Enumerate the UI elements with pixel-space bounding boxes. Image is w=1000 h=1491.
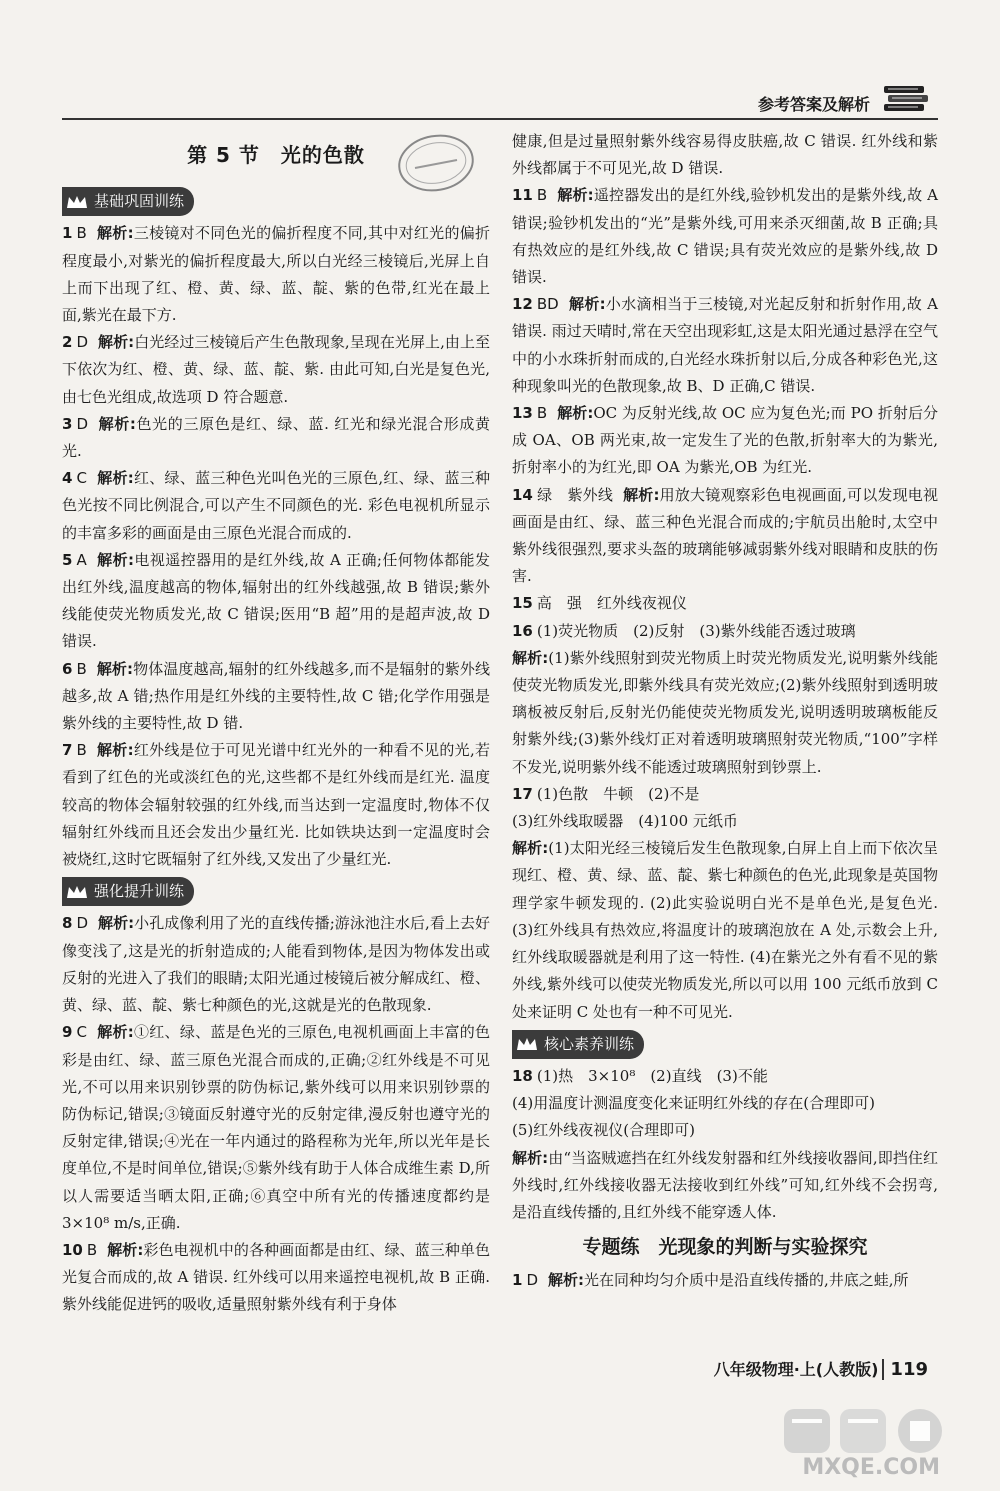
subsection-label: 强化提升训练 (94, 882, 185, 901)
answer-explanation: 解析:(1)太阳光经三棱镜后发生色散现象,白屏上自上而下依次呈现红、橙、黄、绿、蓝、靛、紫七种颜色的色光,此现象是英国物理学家牛顿发现的. (2)此实验说明白光不是单色光,是复色光. (3)红外线具有热效应,将温度计的玻璃泡放在 A 处,示数会上升,红外线取暖器就是利用了这一特性. (4)在紫光之外有看不见的紫外线,紫外线可以使荧光物质发光,所以可以用 100 元纸币放到 C 处来证明 C 处也有一种不可见光. (512, 839, 938, 1021)
page-footer (714, 1357, 928, 1380)
answer-line: (3)红外线取暖器 (4)100 元纸币 (512, 812, 738, 831)
answer-item-17: 17 (1)色散 牛顿 (2)不是 (512, 784, 700, 803)
answer-explanation: 解析:由“当盗贼遮挡在红外线发射器和红外线接收器间,即挡住红外线时,红外线接收器无法接收到红外线”可知,红外线不会拐弯,是沿直线传播的,且红外线不能穿透人体. (512, 1148, 938, 1221)
subsection-basic (62, 187, 194, 216)
section-title: 第 5 节 光的色散 (187, 143, 365, 167)
answer-item: 12 BD 解析:小水滴相当于三棱镜,对光起反射和折射作用,故 A 错误. 雨过天晴时,常在天空出现彩虹,这是太阳光通过悬浮在空气中的小水珠折射而成的,白光经水珠折射以后,分成各种彩色光,这种现象叫光的色散现象,故 B、D 正确,C 错误. (512, 295, 938, 395)
answer-item: 1 D 解析:光在同种均匀介质中是沿直线传播的,井底之蛙,所 (512, 1271, 909, 1290)
answer-item: 9 C 解析:①红、绿、蓝是色光的三原色,电视机画面上丰富的色彩是由红、绿、蓝三原色光混合而成的,正确;②红外线是不可见光,不可以用来识别钞票的防伪标记,紫外线可以用来识别钞票的防伪标记,错误;③镜面反射遵守光的反射定律,漫反射也遵守光的反射定律,错误;④光在一年内通过的路程称为光年,所以光年是长度单位,不是时间单位,错误;⑤紫外线有助于人体合成维生素 D,所以人需要适当晒太阳,正确;⑥真空中所有光的传播速度都约是 3×10⁸ m/s,正确. (62, 1023, 490, 1232)
answer-explanation: 解析:(1)紫外线照射到荧光物质上时荧光物质发光,说明紫外线能使荧光物质发光,即紫外线具有荧光效应;(2)紫外线照射到透明玻璃板被反射后,反射光仍能使荧光物质发光,说明透明玻璃板能反射紫外线;(3)紫外线灯正对着透明玻璃照射荧光物质,“100”字样不发光,说明紫外线不能透过玻璃照射到钞票上. (512, 648, 938, 776)
answer-item: 3 D 解析:色光的三原色是红、绿、蓝. 红光和绿光混合形成黄光. (62, 414, 490, 461)
special-topic-title: 专题练 光现象的判断与实验探究 (582, 1236, 868, 1259)
answer-item: 5 A 解析:电视遥控器用的是红外线,故 A 正确;任何物体都能发出红外线,温度越高的物体,辐射出的红外线越强,故 B 错误;紫外线能使荧光物质发光,故 C 错误;医用“B 超”用的是超声波,故 D 错误. (62, 550, 490, 651)
book-title: 八年级物理·上(人教版) (713, 1360, 879, 1379)
answer-item: 15 高 强 红外线夜视仪 (512, 594, 687, 613)
header-title: 参考答案及解析 (757, 95, 870, 114)
right-column (512, 128, 938, 1295)
left-column (62, 128, 490, 1319)
answer-item: 13 B 解析:OC 为反射光线,故 OC 应为复色光;而 PO 折射后分成 OA、OB 两光束,故一定发生了光的色散,折射率大的为紫光,折射率小的为红光,即 OA 为紫光,OB 为红光. (512, 404, 939, 477)
answer-item: 1 B 解析:三棱镜对不同色光的偏折程度不同,其中对红光的偏折程度最小,对紫光的偏折程度最大,所以白光经三棱镜后,光屏上自上而下出现了红、橙、黄、绿、蓝、靛、紫的色带,红光在最上面,紫光在最下方. (62, 224, 491, 325)
answer-line: (5)红外线夜视仪(合理即可) (512, 1121, 695, 1140)
answer-item: 8 D 解析:小孔成像利用了光的直线传播;游泳池注水后,看上去好像变浅了,这是光的折射造成的;人能看到物体,是因为物体发出或反射的光进入了我们的眼睛;太阳光通过棱镜后被分解成红、橙、黄、绿、蓝、靛、紫七种颜色的光,这就是光的色散现象. (62, 914, 490, 1015)
crown-icon (66, 194, 88, 210)
crown-icon (516, 1036, 538, 1052)
answer-line: (4)用温度计测温度变化来证明红外线的存在(合理即可) (512, 1094, 875, 1113)
answer-item: 4 C 解析:红、绿、蓝三种色光叫色光的三原色,红、绿、蓝三种色光按不同比例混合,可以产生不同颜色的光. 彩色电视机所显示的丰富多彩的画面是由三原色光混合而成的. (62, 469, 490, 542)
subsection-core (512, 1030, 644, 1059)
answer-item: 10 B 解析:彩色电视机中的各种画面都是由红、绿、蓝三种单色光复合而成的,故 A 错误. 红外线可以用来遥控电视机,故 B 正确. 紫外线能促进钙的吸收,适量照射紫外线有利于身体 (62, 1240, 490, 1314)
answer-item: 7 B 解析:红外线是位于可见光谱中红光外的一种看不见的光,若看到了红色的光或淡红色的光,这些都不是红外线而是红光. 温度较高的物体会辐射较强的红外线,而当达到一定温度时,物体不仅辐射红外线而且还会发出少量红光. 比如铁块达到一定温度时会被烧红,这时它既辐射了红外线,又发出了少量红光. (62, 741, 491, 869)
book-stack-icon (882, 82, 930, 116)
header-rule (62, 118, 938, 120)
crown-icon (66, 884, 88, 900)
subsection-label: 核心素养训练 (544, 1034, 635, 1053)
answer-item: 6 B 解析:物体温度越高,辐射的红外线越多,而不是辐射的紫外线越多,故 A 错;热作用是红外线的主要特性,故 C 错;化学作用强是紫外线的主要特性,故 D 错. (62, 659, 490, 733)
answer-item-16: 16 (1)荧光物质 (2)反射 (3)紫外线能否透过玻璃 (512, 621, 856, 640)
subsection-label: 基础巩固训练 (94, 192, 185, 211)
watermark-text: MXQE.COM (802, 1455, 940, 1480)
answer-item-18: 18 (1)热 3×10⁸ (2)直线 (3)不能 (512, 1066, 768, 1085)
answer-item: 14 绿 紫外线 解析:用放大镜观察彩色电视画面,可以发现电视画面是由红、绿、蓝三种色光混合而成的;宇航员出舱时,太空中紫外线很强烈,要求头盔的玻璃能够减弱紫外线对眼睛和皮肤的伤害. (512, 485, 938, 586)
page-number: 119 (882, 1359, 928, 1380)
subsection-advanced (62, 877, 194, 906)
continued-text: 健康,但是过量照射紫外线容易得皮肤癌,故 C 错误. 红外线和紫外线都属于不可见光,故 D 错误. (512, 132, 938, 178)
answer-item: 11 B 解析:遥控器发出的是红外线,验钞机发出的是紫外线,故 A 错误;验钞机发出的“光”是紫外线,可用来杀灭细菌,故 B 正确;具有热效应的是红外线,故 C 错误;具有荧光效应的是紫外线,故 D 错误. (512, 186, 939, 287)
answer-item: 2 D 解析:白光经过三棱镜后产生色散现象,呈现在光屏上,由上至下依次为红、橙、黄、绿、蓝、靛、紫. 由此可知,白光是复色光,由七色光组成,故选项 D 符合题意. (62, 333, 490, 406)
